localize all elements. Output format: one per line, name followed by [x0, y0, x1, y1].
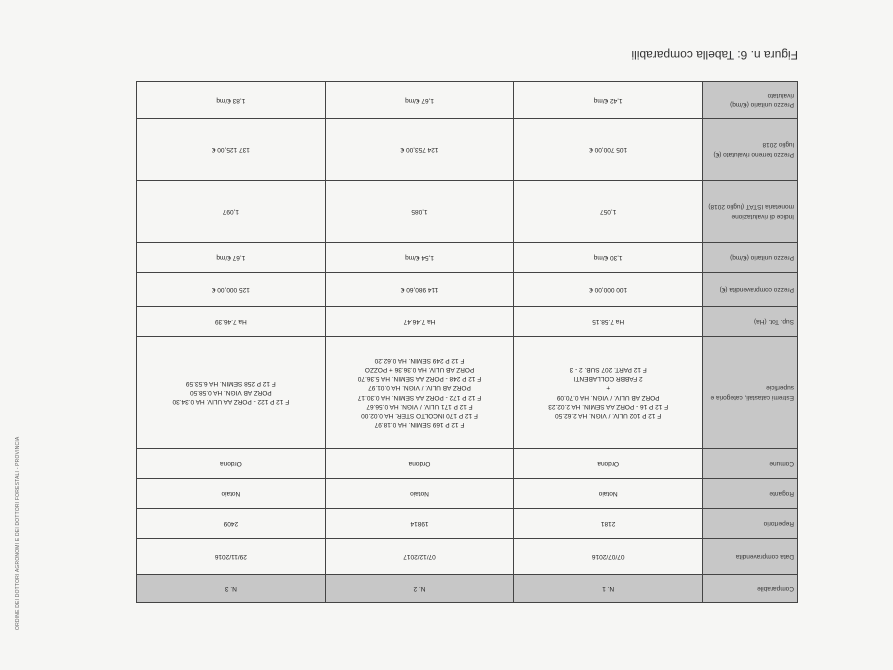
row-header: Prezzo terreno rivalutato (€) luglio 2018 — [703, 119, 798, 181]
table-row — [137, 82, 798, 119]
table-cell: F 12 P 122 - PORZ AA ULIV. HA 0.34.30 PORZ AB VIGN. HA 0.58.50 F 12 P 258 SEMIN. HA 6.53.59 — [137, 337, 326, 449]
table-row — [137, 307, 798, 337]
table-cell: 124 753,00 € — [325, 119, 514, 181]
table-cell: 07/12/2017 — [325, 539, 514, 575]
table-cell: 1,085 — [325, 181, 514, 243]
table-row — [137, 243, 798, 273]
table-row — [137, 479, 798, 509]
table-cell: Notaio — [325, 479, 514, 509]
row-header: Prezzo unitario (€/mq) — [703, 243, 798, 273]
table-cell: 2181 — [514, 509, 703, 539]
comparables-table — [136, 81, 798, 603]
row-header: Prezzo unitario (€/mq) rivalutato — [703, 82, 798, 119]
table-cell: Ha 7.58.15 — [514, 307, 703, 337]
table-row — [137, 575, 798, 603]
table-row — [137, 509, 798, 539]
table-cell: Ordona — [325, 449, 514, 479]
table-cell: 1,42 €/mq — [514, 82, 703, 119]
table-cell: 1,30 €/mq — [514, 243, 703, 273]
row-header: Indice di rivalutazione monetaria ISTAT (luglio 2018) — [703, 181, 798, 243]
table-row — [137, 119, 798, 181]
table-cell: 100 000,00 € — [514, 273, 703, 307]
table-cell: N. 1 — [514, 575, 703, 603]
table-cell: N. 2 — [325, 575, 514, 603]
table-cell: 1,67 €/mq — [325, 82, 514, 119]
table-cell: Ha 7.46.47 — [325, 307, 514, 337]
table-cell: 137 125,00 € — [137, 119, 326, 181]
table-cell: 2409 — [137, 509, 326, 539]
table-cell: 19814 — [325, 509, 514, 539]
table-row — [137, 273, 798, 307]
table-cell: 1,097 — [137, 181, 326, 243]
table-cell: Ordona — [514, 449, 703, 479]
table-cell: Ha 7.46.39 — [137, 307, 326, 337]
table-cell: 1,057 — [514, 181, 703, 243]
figure-caption: Figura n. 6: Tabella comparabili — [631, 48, 798, 62]
row-header: Data compravendita — [703, 539, 798, 575]
table-cell: Notaio — [514, 479, 703, 509]
table-cell: 1,83 €/mq — [137, 82, 326, 119]
row-header: Comune — [703, 449, 798, 479]
row-header: Prezzo compravendita (€) — [703, 273, 798, 307]
row-header: Comparabile — [703, 575, 798, 603]
margin-stamp-text: ORDINE DEI DOTTORI AGRONOMI E DEI DOTTORI FORESTALI - PROVINCIA — [15, 436, 21, 630]
table-cell: F 12 P 102 ULIV. / VIGN. HA 2.62.50 F 12 P 16 - PORZ AA SEMIN. HA 2.02.23 PORZ AB ULIV. / VIGN. HA 0.70.09 + 2 FABBR COLLABENTI F 12 PART. 207 SUB. 2 - 3 — [514, 337, 703, 449]
table-cell: 125 000,00 € — [137, 273, 326, 307]
table-cell: N. 3 — [137, 575, 326, 603]
table-cell: 105 700,00 € — [514, 119, 703, 181]
table-cell: Notaio — [137, 479, 326, 509]
row-header: Repertorio — [703, 509, 798, 539]
row-header: Estremi catastali, categoria e superficie — [703, 337, 798, 449]
table-row — [137, 539, 798, 575]
table-row — [137, 337, 798, 449]
table-cell: 1,54 €/mq — [325, 243, 514, 273]
row-header: Rogante — [703, 479, 798, 509]
row-header: Sup. Tot. (Ha) — [703, 307, 798, 337]
table-row — [137, 181, 798, 243]
table-row — [137, 449, 798, 479]
table-cell: 29/11/2016 — [137, 539, 326, 575]
table-cell: 114 980,60 € — [325, 273, 514, 307]
table-cell: 1,67 €/mq — [137, 243, 326, 273]
table-cell: 07/07/2016 — [514, 539, 703, 575]
table-cell: Ordona — [137, 449, 326, 479]
table-cell: F 12 P 169 SEMIN. HA 0.18.97 F 12 P 170 INCOLTO STER. HA 0.02.00 F 12 P 171 ULIV. / VIGN. HA 0.56.67 F 12 P 172 - PORZ AA SEMIN. HA 0.30.17 PORZ AB ULIV. / VIGN. HA 0.01.97 F 12 P 248 - PORZ AA SEMIN. HA 5.36.70 PORZ AB ULIV. HA 0.36.36 + POZZO F 12 P 249 SEMIN. HA 0.62.20 — [325, 337, 514, 449]
